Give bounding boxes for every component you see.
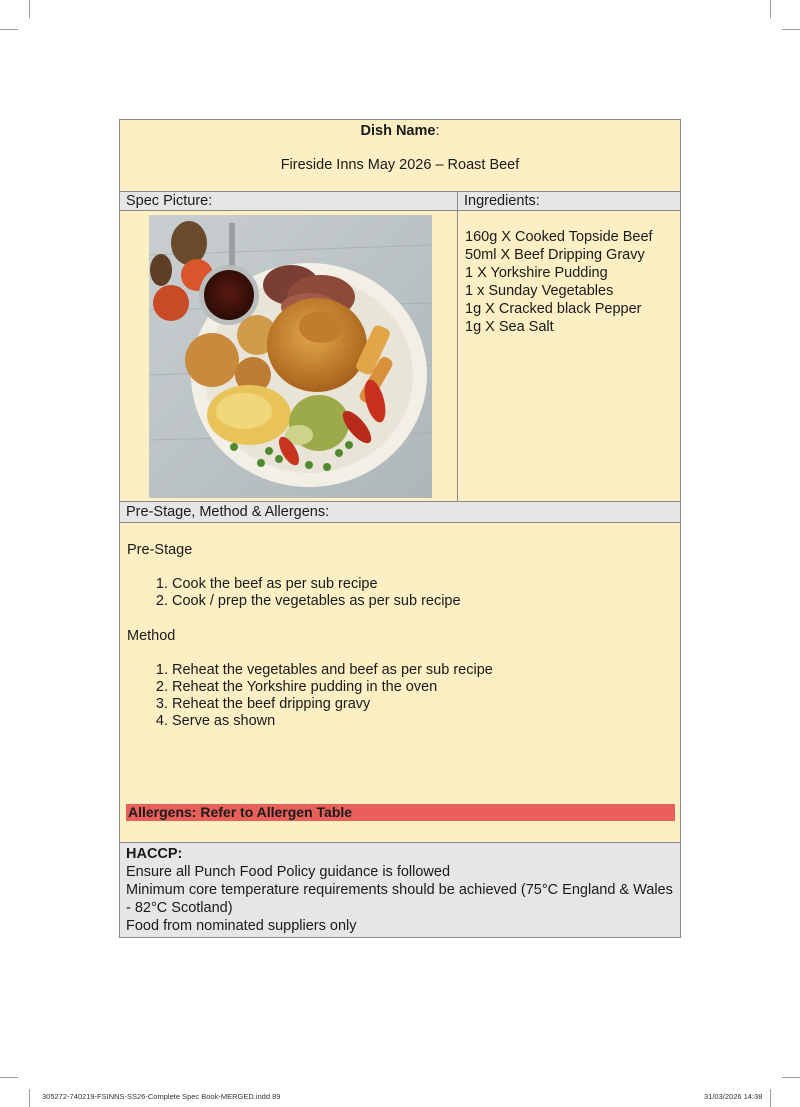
haccp-line: Food from nominated suppliers only — [126, 918, 357, 934]
ingredients-label: Ingredients: — [464, 193, 540, 209]
ingredient-item: 1 X Yorkshire Pudding — [465, 265, 608, 281]
crop-mark — [0, 29, 18, 30]
prestage-step: 2. Cook / prep the vegetables as per sub recipe — [172, 593, 673, 610]
crop-mark — [770, 0, 771, 18]
footer-file-info: 305272-740219-FSINNS-SS26-Complete Spec Book-MERGED.indd 89 — [42, 1092, 281, 1101]
crop-mark — [782, 29, 800, 30]
method-step: 1. Reheat the vegetables and beef as per sub recipe — [172, 662, 673, 679]
ingredient-item: 50ml X Beef Dripping Gravy — [465, 247, 645, 263]
dish-name-section — [120, 120, 680, 192]
method-section — [120, 523, 680, 843]
ingredient-item: 1 x Sunday Vegetables — [465, 283, 614, 299]
method-step: 2. Reheat the Yorkshire pudding in the oven — [172, 679, 673, 696]
crop-mark — [0, 1077, 18, 1078]
crop-mark — [782, 1077, 800, 1078]
method-steps — [127, 662, 673, 730]
spec-picture-cell — [120, 211, 458, 501]
spec-sheet — [119, 119, 681, 938]
dish-photo — [149, 215, 432, 498]
dish-name-label-text: Dish Name — [360, 123, 436, 139]
footer-datetime: 31/03/2026 14:38 — [704, 1092, 763, 1101]
picture-ingredients-header — [120, 192, 680, 211]
dish-name-value: Fireside Inns May 2026 – Roast Beef — [280, 157, 520, 173]
method-section-label: Pre-Stage, Method & Allergens: — [120, 502, 680, 523]
picture-ingredients-body — [120, 211, 680, 502]
prestage-title: Pre-Stage — [127, 542, 193, 558]
haccp-line: Ensure all Punch Food Policy guidance is followed — [126, 864, 451, 880]
method-title: Method — [127, 628, 176, 644]
spec-picture-label: Spec Picture: — [120, 192, 458, 210]
method-step: 4. Serve as shown — [172, 713, 673, 730]
prestage-step: 1. Cook the beef as per sub recipe — [172, 576, 673, 593]
ingredient-item: 1g X Sea Salt — [465, 319, 554, 335]
ingredients-list — [465, 228, 674, 336]
crop-mark — [770, 1089, 771, 1107]
ingredients-cell — [458, 211, 680, 501]
prestage-steps — [127, 576, 673, 610]
crop-mark — [29, 1089, 30, 1107]
ingredient-item: 1g X Cracked black Pepper — [465, 301, 642, 317]
dish-name-colon: : — [435, 123, 440, 139]
haccp-line: Minimum core temperature requirements should be achieved (75°C England & Wales - 82°C Scotland) — [126, 882, 673, 916]
ingredient-item: 160g X Cooked Topside Beef — [465, 229, 653, 245]
haccp-title: HACCP: — [126, 846, 183, 862]
crop-mark — [29, 0, 30, 18]
allergens-banner: Allergens: Refer to Allergen Table — [126, 804, 675, 821]
method-step: 3. Reheat the beef dripping gravy — [172, 696, 673, 713]
haccp-section — [120, 843, 680, 937]
dish-name-label — [120, 120, 680, 139]
